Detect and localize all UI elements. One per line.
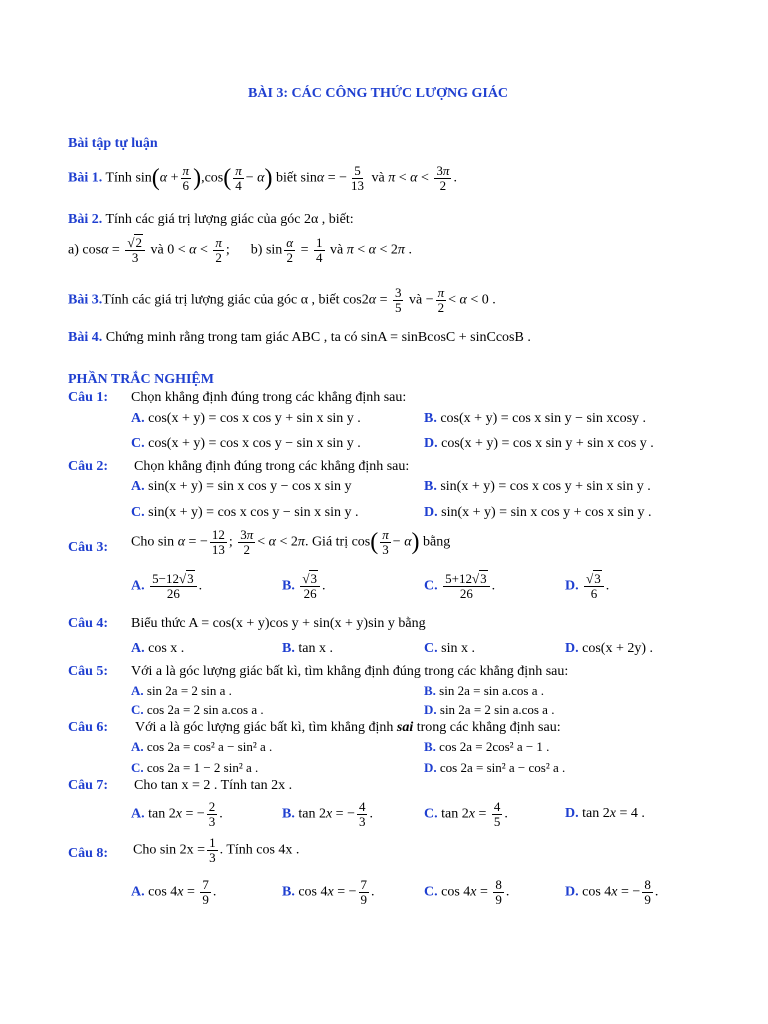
question-8-label: Câu 8: (68, 846, 109, 861)
question-8-option-d[interactable]: D. cos 4x = − $\frac{8}{9}$ . (565, 877, 659, 907)
question-6-label: Câu 6: (68, 720, 109, 735)
question-7-prompt: Cho tan x = 2 . Tính tan 2x . (134, 778, 293, 793)
question-4-option-d[interactable]: D. cos(x + 2y) . (565, 641, 654, 656)
question-5-option-d[interactable]: D. sin 2a = 2 sin a.cos a . (424, 702, 555, 717)
question-4-option-b[interactable]: B. tan x . (282, 641, 333, 656)
question-5-prompt: Với a là góc lượng giác bất kì, tìm khẳng định đúng trong các khẳng định sau: (131, 664, 569, 679)
question-4-option-c[interactable]: C. sin x . (424, 641, 475, 656)
question-8-option-c[interactable]: C. cos 4x = $\frac{8}{9}$ . (424, 877, 510, 907)
question-3-prompt: Cho sin α = − $\frac{12}{13}$ ; $\frac{3\pi}{2}$ < α < 2π. Giá trị cos( $\frac{\pi}{3}$ − α) bằng (131, 527, 451, 557)
essay-heading: Bài tập tự luận (68, 136, 158, 151)
question-8-option-b[interactable]: B. cos 4x = − $\frac{7}{9}$ . (282, 877, 375, 907)
question-6-prompt: Với a là góc lượng giác bất kì, tìm khẳng định sai trong các khẳng định sau: (135, 720, 561, 735)
question-2-option-c[interactable]: C. sin(x + y) = cos x cos y − sin x sin y . (131, 505, 359, 520)
question-6-option-c[interactable]: C. cos 2a = 1 − 2 sin² a . (131, 760, 259, 775)
question-7-option-a[interactable]: A. tan 2x = − $\frac{2}{3}$ . (131, 799, 223, 829)
exercise-3: Bài 3.Tính các giá trị lượng giác của góc α , biết cos2α = $\frac{3}{5}$ và − $\frac{\pi}{2}$ < α < 0 . (68, 285, 496, 315)
question-1-option-c[interactable]: C. cos(x + y) = cos x cos y − sin x sin y . (131, 436, 361, 451)
question-2-label: Câu 2: (68, 459, 109, 474)
question-2-option-a[interactable]: A. sin(x + y) = sin x cos y − cos x sin y (131, 479, 352, 494)
question-1-option-a[interactable]: A. cos(x + y) = cos x cos y + sin x sin y . (131, 411, 361, 426)
question-3-option-a[interactable]: A. $\frac{5-12√3}{26}$ . (131, 571, 203, 601)
question-8-option-a[interactable]: A. cos 4x = $\frac{7}{9}$ . (131, 877, 217, 907)
mc-heading: PHẦN TRẮC NGHIỆM (68, 372, 214, 387)
exercise-2-parts: a) cosα = $\frac{√2}{3}$ và 0 < α < $\frac{\pi}{2}$ ; b) sin $\frac{\alpha}{2}$ = $\frac{1}{4}$ và π < α < 2π . (68, 235, 412, 265)
question-7-option-c[interactable]: C. tan 2x = $\frac{4}{5}$ . (424, 799, 508, 829)
question-3-option-c[interactable]: C. $\frac{5+12√3}{26}$ . (424, 571, 496, 601)
page-title: BÀI 3: CÁC CÔNG THỨC LƯỢNG GIÁC (248, 86, 509, 101)
exercise-2: Bài 2. Tính các giá trị lượng giác của góc 2α , biết: (68, 212, 354, 227)
question-6-option-d[interactable]: D. cos 2a = sin² a − cos² a . (424, 760, 566, 775)
exercise-4: Bài 4. Chứng minh rằng trong tam giác ABC , ta có sinA = sinBcosC + sinCcosB . (68, 330, 531, 345)
question-5-label: Câu 5: (68, 664, 109, 679)
question-4-option-a[interactable]: A. cos x . (131, 641, 185, 656)
question-1-option-d[interactable]: D. cos(x + y) = cos x sin y + sin x cos y . (424, 436, 654, 451)
question-3-label: Câu 3: (68, 540, 109, 555)
question-7-option-b[interactable]: B. tan 2x = − $\frac{4}{3}$ . (282, 799, 373, 829)
question-7-option-d[interactable]: D. tan 2x = 4 . (565, 806, 645, 821)
question-6-option-b[interactable]: B. cos 2a = 2cos² a − 1 . (424, 739, 550, 754)
question-1-label: Câu 1: (68, 390, 109, 405)
question-8-prompt: Cho sin 2x = $\frac{1}{3}$ . Tính cos 4x . (133, 835, 300, 865)
question-6-option-a[interactable]: A. cos 2a = cos² a − sin² a . (131, 739, 273, 754)
question-1-prompt: Chọn khẳng định đúng trong các khẳng định sau: (131, 390, 407, 405)
question-2-prompt: Chọn khẳng định đúng trong các khẳng định sau: (134, 459, 410, 474)
question-1-option-b[interactable]: B. cos(x + y) = cos x sin y − sin xcosy . (424, 411, 647, 426)
exercise-1: Bài 1. Tính sin(α + $\frac{\pi}{6}$ ),cos( $\frac{\pi}{4}$ − α) biết sinα = − $\frac{5}{13}$ và π < α < $\frac{3\pi}{2}$ . (68, 163, 457, 193)
question-5-option-c[interactable]: C. cos 2a = 2 sin a.cos a . (131, 702, 264, 717)
question-5-option-b[interactable]: B. sin 2a = sin a.cos a . (424, 683, 544, 698)
question-2-option-b[interactable]: B. sin(x + y) = cos x cos y + sin x sin y . (424, 479, 651, 494)
question-4-prompt: Biểu thức A = cos(x + y)cos y + sin(x + y)sin y bằng (131, 616, 426, 631)
question-3-option-d[interactable]: D. $\frac{√3}{6}$ . (565, 571, 610, 601)
question-3-option-b[interactable]: B. $\frac{√3}{26}$ . (282, 571, 326, 601)
question-7-label: Câu 7: (68, 778, 109, 793)
question-5-option-a[interactable]: A. sin 2a = 2 sin a . (131, 683, 232, 698)
question-4-label: Câu 4: (68, 616, 109, 631)
question-2-option-d[interactable]: D. sin(x + y) = sin x cos y + cos x sin y . (424, 505, 652, 520)
